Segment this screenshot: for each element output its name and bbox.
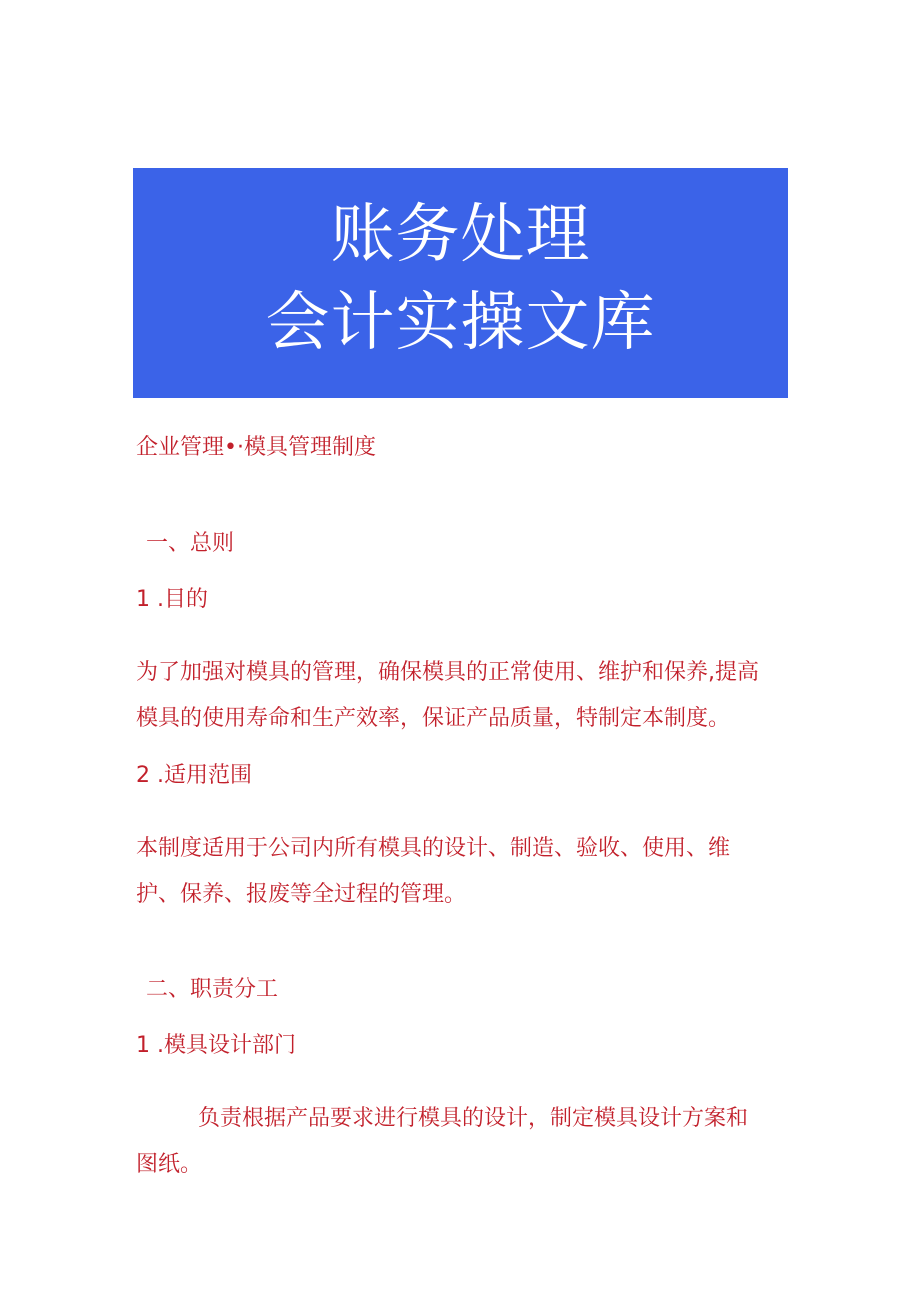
document-subtitle: 企业管理•·模具管理制度 bbox=[136, 435, 376, 460]
paragraph-line: 负责根据产品要求进行模具的设计，制定模具设计方案和 bbox=[198, 1106, 749, 1131]
section-2-heading: 二、职责分工 bbox=[146, 977, 279, 1002]
title-banner bbox=[133, 168, 788, 398]
section-1-heading: 一、总则 bbox=[146, 531, 235, 556]
paragraph-line: 模具的使用寿命和生产效率，保证产品质量，特制定本制度。 bbox=[136, 706, 731, 731]
paragraph-line: 护、保养、报废等全过程的管理。 bbox=[136, 882, 467, 907]
section-1-item-1-title: 1 .目的 bbox=[136, 587, 208, 612]
paragraph-line: 图纸。 bbox=[136, 1152, 203, 1177]
section-1-item-2-title: 2 .适用范围 bbox=[136, 763, 252, 788]
paragraph-line: 为了加强对模具的管理，确保模具的正常使用、维护和保养,提高 bbox=[136, 660, 759, 685]
banner-title-line-1: 账务处理 bbox=[330, 198, 591, 272]
section-2-item-1-body bbox=[136, 1096, 786, 1188]
paragraph-line: 本制度适用于公司内所有模具的设计、制造、验收、使用、维 bbox=[136, 836, 731, 861]
section-1-item-1-body bbox=[136, 650, 786, 742]
section-2-item-1-title: 1 .模具设计部门 bbox=[136, 1033, 296, 1058]
banner-title-line-2: 会计实操文库 bbox=[265, 286, 656, 360]
section-1-item-2-body bbox=[136, 826, 786, 918]
